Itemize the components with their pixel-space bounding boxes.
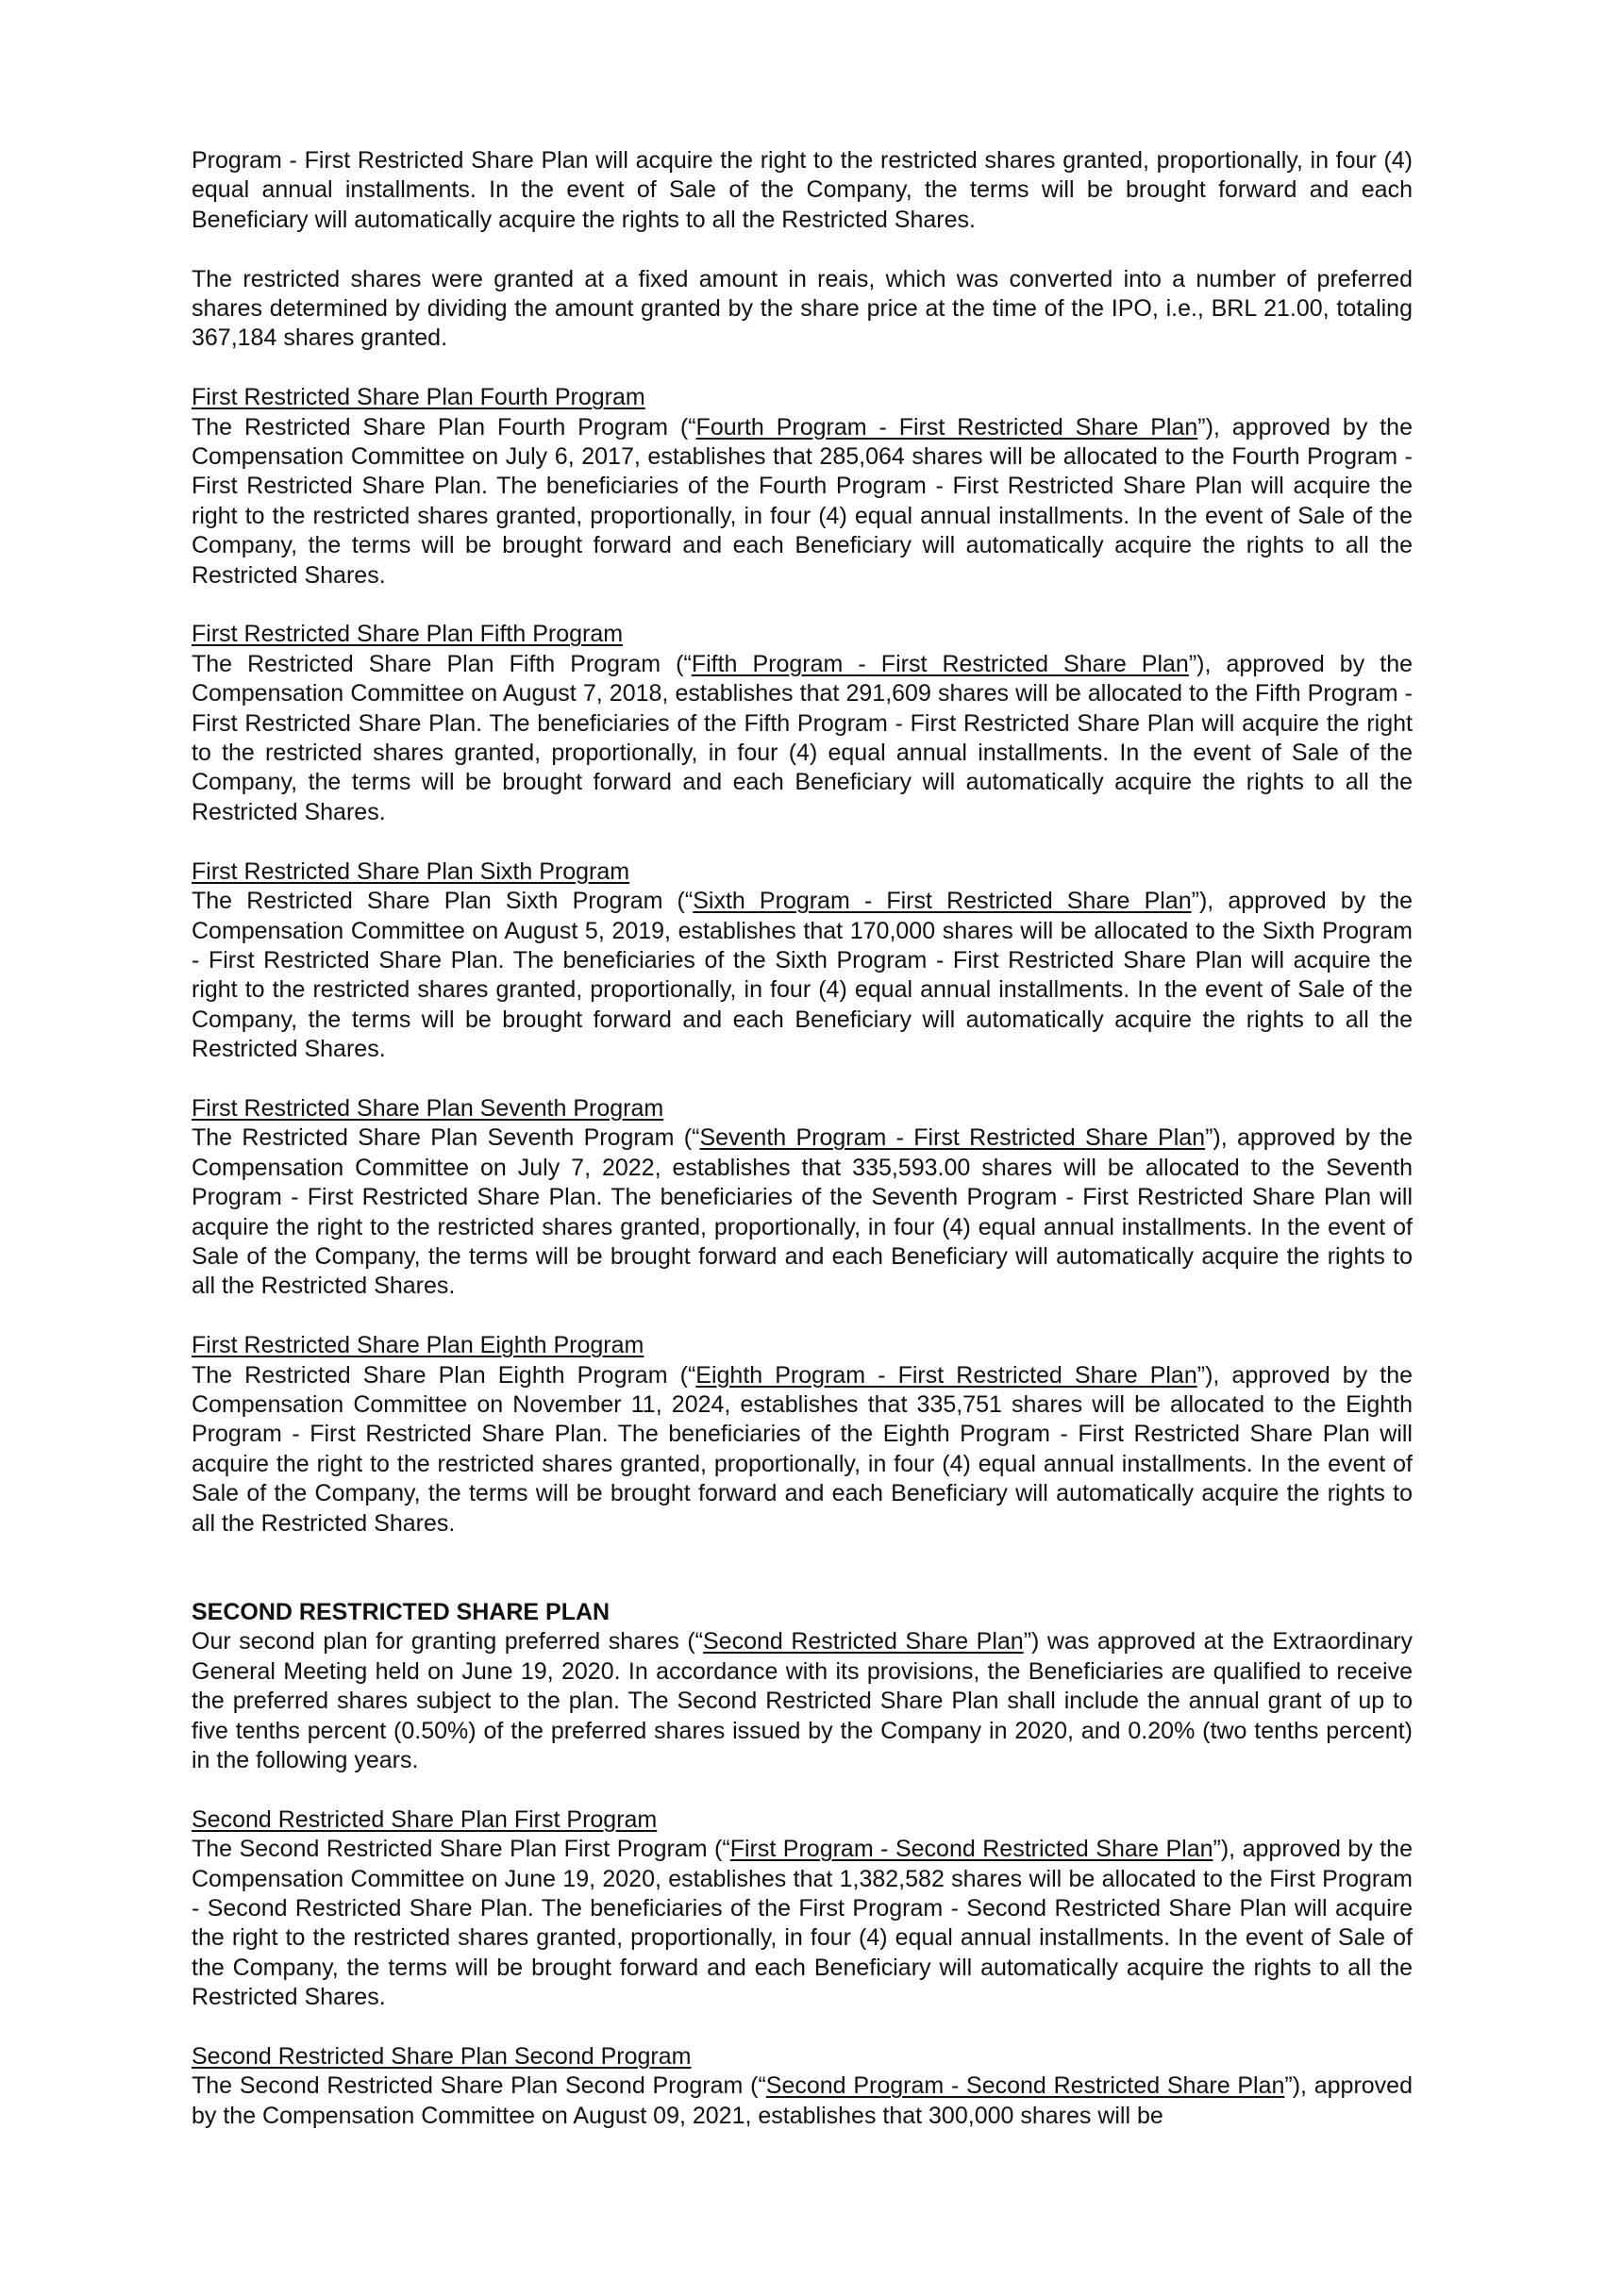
document-page [192, 146, 1413, 2161]
intro-text: Program - First Restricted Share Plan will acquire the right to the restricted shares granted, proportionally, in four (4) equal annual installments. In the event of Sale of the Company, the terms will be brought forward and each Beneficiary will automatically acquire the rights to all the Restricted Shares. [192, 147, 1413, 233]
defined-term: First Program - Second Restricted Share Plan [729, 1836, 1213, 1863]
intro-paragraph [192, 146, 1413, 235]
defined-term: Seventh Program - First Restricted Share Plan [699, 1124, 1206, 1152]
defined-term: Sixth Program - First Restricted Share Plan [693, 888, 1192, 915]
program-section [192, 1805, 1413, 2013]
program-section [192, 2042, 1413, 2131]
defined-term: Fifth Program - First Restricted Share Plan [691, 650, 1189, 677]
defined-term: Second Program - Second Restricted Share Plan [765, 2072, 1285, 2100]
section-heading: Second Restricted Share Plan Second Program [192, 2043, 692, 2071]
section-body: The Restricted Share Plan Eighth Program (“Eighth Program - First Restricted Share Plan”), approved by the Compensation Committee on November 11, 2024, establishes that 335,751 shares will be allocated to the Eighth Program - First Restricted Share Plan. The beneficiaries of the Eighth Program - First Restricted Share Plan will acquire the right to the restricted shares granted, proportionally, in four (4) equal annual installments. In the event of Sale of the Company, the terms will be brought forward and each Beneficiary will automatically acquire the rights to all the Restricted Shares. [192, 1361, 1414, 1537]
section-body: The Second Restricted Share Plan Second Program (“Second Program - Second Restricted Share Plan”), approved by the Compensation Committee on August 09, 2021, establishes that 300,000 shares will be [192, 2072, 1413, 2129]
program-section [192, 1094, 1413, 1302]
section-heading: Second Restricted Share Plan First Program [192, 1805, 658, 1833]
section-body: The Restricted Share Plan Fifth Program (“Fifth Program - First Restricted Share Plan”), approved by the Compensation Committee on August 7, 2018, establishes that 291,609 shares will be allocated to the Fifth Program - First Restricted Share Plan. The beneficiaries of the Fifth Program - First Restricted Share Plan will acquire the right to the restricted shares granted, proportionally, in four (4) equal annual installments. In the event of Sale of the Company, the terms will be brought forward and each Beneficiary will automatically acquire the rights to all the Restricted Shares. [192, 650, 1414, 825]
section-body: The Restricted Share Plan Fourth Program (“Fourth Program - First Restricted Share Plan”), approved by the Compensation Committee on July 6, 2017, establishes that 285,064 shares will be allocated to the Fourth Program - First Restricted Share Plan. The beneficiaries of the Fourth Program - First Restricted Share Plan will acquire the right to the restricted shares granted, proportionally, in four (4) equal annual installments. In the event of Sale of the Company, the terms will be brought forward and each Beneficiary will automatically acquire the rights to all the Restricted Shares. [192, 413, 1413, 589]
section-body: The Restricted Share Plan Seventh Program (“Seventh Program - First Restricted Share Plan”), approved by the Compensation Committee on July 7, 2022, establishes that 335,593.00 shares will be allocated to the Seventh Program - First Restricted Share Plan. The beneficiaries of the Seventh Program - First Restricted Share Plan will acquire the right to the restricted shares granted, proportionally, in four (4) equal annual installments. In the event of Sale of the Company, the terms will be brought forward and each Beneficiary will automatically acquire the rights to all the Restricted Shares. [192, 1124, 1413, 1300]
intro-text: The restricted shares were granted at a fixed amount in reais, which was converted into a number of preferred shares determined by dividing the amount granted by the share price at the time of the IPO, i.e., BRL 21.00, totaling 367,184 shares granted. [192, 265, 1413, 352]
second-plan-section [192, 1598, 1413, 1775]
section-heading: First Restricted Share Plan Eighth Program [192, 1332, 644, 1359]
intro-paragraph [192, 265, 1413, 354]
program-section [192, 383, 1413, 591]
section-body: The Second Restricted Share Plan First Program (“First Program - Second Restricted Share Plan”), approved by the Compensation Committee on June 19, 2020, establishes that 1,382,582 shares will be allocated to the First Program - Second Restricted Share Plan. The beneficiaries of the First Program - Second Restricted Share Plan will acquire the right to the restricted shares granted, proportionally, in four (4) equal annual installments. In the event of Sale of the Company, the terms will be brought forward and each Beneficiary will automatically acquire the rights to all the Restricted Shares. [192, 1836, 1413, 2011]
second-plan-body: Our second plan for granting preferred shares (“Second Restricted Share Plan”) was approved at the Extraordinary General Meeting held on June 19, 2020. In accordance with its provisions, the Beneficiaries are qualified to receive the preferred shares subject to the plan. The Second Restricted Share Plan shall include the annual grant of up to five tenths percent (0.50%) of the preferred shares issued by the Company in 2020, and 0.20% (two tenths percent) in the following years. [192, 1628, 1414, 1774]
section-heading: First Restricted Share Plan Fourth Program [192, 384, 645, 411]
section-heading: First Restricted Share Plan Seventh Program [192, 1094, 664, 1122]
section-heading: First Restricted Share Plan Fifth Program [192, 621, 624, 648]
section-body: The Restricted Share Plan Sixth Program (“Sixth Program - First Restricted Share Plan”), approved by the Compensation Committee on August 5, 2019, establishes that 170,000 shares will be allocated to the Sixth Program - First Restricted Share Plan. The beneficiaries of the Sixth Program - First Restricted Share Plan will acquire the right to the restricted shares granted, proportionally, in four (4) equal annual installments. In the event of Sale of the Company, the terms will be brought forward and each Beneficiary will automatically acquire the rights to all the Restricted Shares. [192, 888, 1414, 1063]
section-heading: First Restricted Share Plan Sixth Program [192, 857, 630, 885]
program-section [192, 620, 1413, 827]
defined-term: Second Restricted Share Plan [702, 1628, 1024, 1655]
program-section [192, 1331, 1413, 1539]
defined-term: Fourth Program - First Restricted Share Plan [695, 413, 1198, 441]
defined-term: Eighth Program - First Restricted Share Plan [695, 1361, 1197, 1389]
second-plan-title: SECOND RESTRICTED SHARE PLAN [192, 1599, 611, 1625]
program-section [192, 857, 1413, 1065]
